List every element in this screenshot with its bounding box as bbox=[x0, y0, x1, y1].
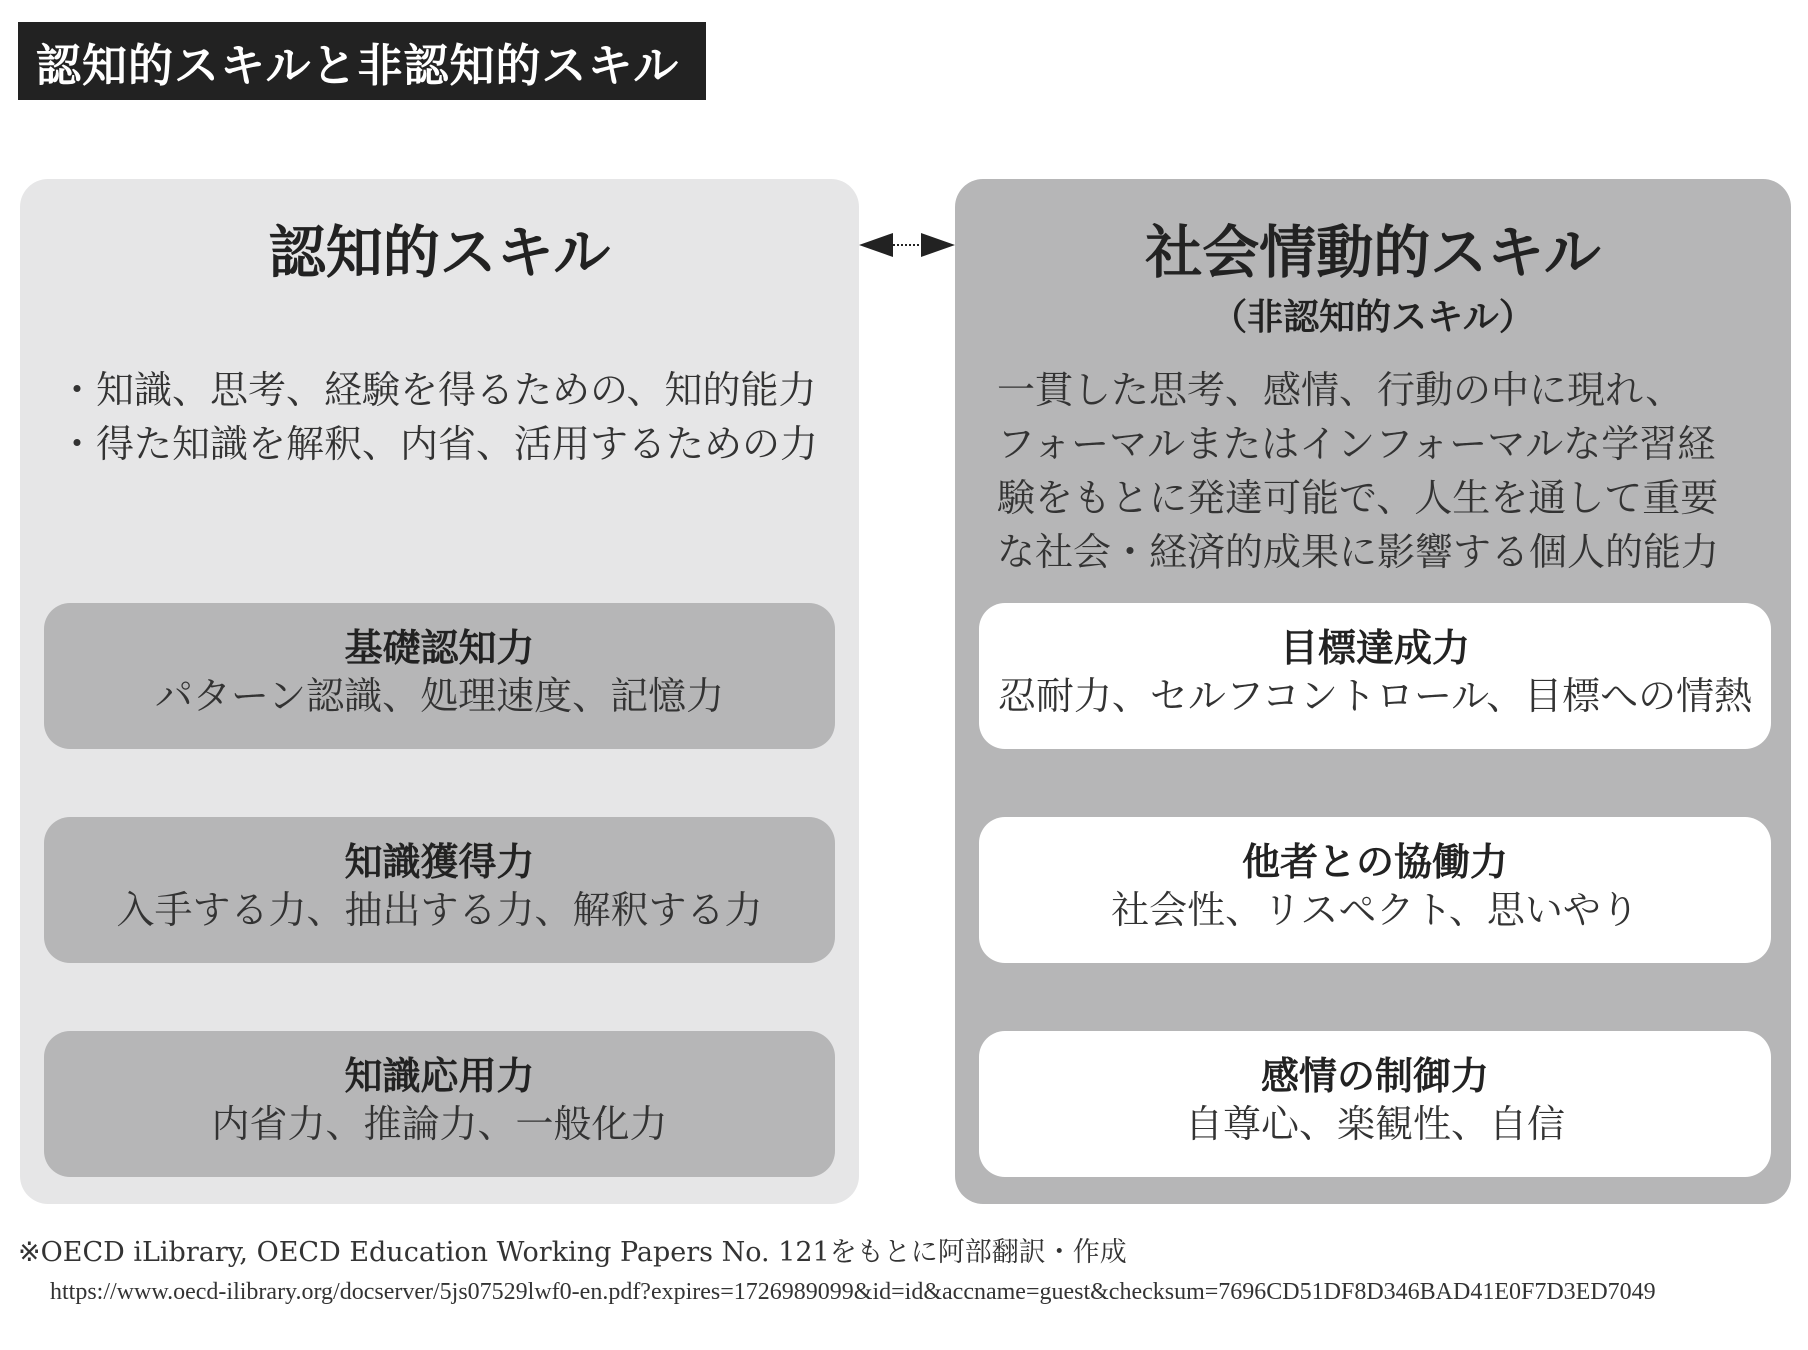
socio-emotional-skills-panel bbox=[955, 179, 1791, 1204]
socio-emotional-description bbox=[997, 363, 1767, 579]
bullet-item: ・知識、思考、経験を得るための、知的能力 bbox=[58, 368, 817, 412]
skill-desc: パターン認識、処理速度、記憶力 bbox=[154, 674, 725, 718]
skill-box-collaboration bbox=[979, 817, 1771, 963]
skill-desc: 入手する力、抽出する力、解釈する力 bbox=[116, 888, 763, 932]
skill-box-goal-achievement bbox=[979, 603, 1771, 749]
skill-name: 知識応用力 bbox=[344, 1054, 535, 1098]
socio-emotional-skills-heading: 社会情動的スキル bbox=[1145, 220, 1601, 286]
skill-desc: 忍耐力、セルフコントロール、目標への情熱 bbox=[997, 674, 1753, 718]
non-cognitive-subheading: （非認知的スキル） bbox=[1211, 297, 1535, 338]
cognitive-skills-panel bbox=[20, 179, 859, 1204]
double-headed-dotted-arrow-icon bbox=[859, 230, 955, 260]
skill-name: 目標達成力 bbox=[1279, 626, 1470, 670]
skill-desc: 社会性、リスペクト、思いやり bbox=[1111, 888, 1639, 932]
cognitive-skills-bullets bbox=[58, 363, 818, 471]
source-footnote: ※OECD iLibrary, OECD Education Working Papers No. 121をもとに阿部翻訳・作成 bbox=[18, 1237, 1127, 1268]
description-line: フォーマルまたはインフォーマルな学習経 bbox=[997, 422, 1716, 466]
skill-desc: 自尊心、楽観性、自信 bbox=[1184, 1102, 1565, 1146]
description-line: 一貫した思考、感情、行動の中に現れ、 bbox=[997, 368, 1684, 412]
skill-box-knowledge-application bbox=[44, 1031, 835, 1177]
skill-desc: 内省力、推論力、一般化力 bbox=[211, 1102, 668, 1146]
page-title bbox=[18, 22, 706, 100]
cognitive-skills-heading: 認知的スキル bbox=[268, 220, 611, 286]
skill-box-basic-cognition bbox=[44, 603, 835, 749]
page-title-text: 認知的スキルと非認知的スキル bbox=[36, 38, 680, 92]
bullet-item: ・得た知識を解釈、内省、活用するための力 bbox=[58, 422, 819, 466]
skill-name: 感情の制御力 bbox=[1260, 1054, 1489, 1098]
description-line: な社会・経済的成果に影響する個人的能力 bbox=[997, 530, 1720, 574]
description-line: 験をもとに発達可能で、人生を通して重要 bbox=[997, 476, 1719, 520]
source-url: https://www.oecd-ilibrary.org/docserver/5js07529lwf0-en.pdf?expires=1726989099&id=id&accname=guest&checksum=7696CD51DF8D346BAD41E0F7D3ED7049 bbox=[50, 1279, 1656, 1305]
skill-name: 他者との協働力 bbox=[1241, 840, 1508, 884]
skill-name: 知識獲得力 bbox=[344, 840, 535, 884]
skill-name: 基礎認知力 bbox=[344, 626, 535, 670]
skill-box-knowledge-acquisition bbox=[44, 817, 835, 963]
skill-box-emotional-control bbox=[979, 1031, 1771, 1177]
